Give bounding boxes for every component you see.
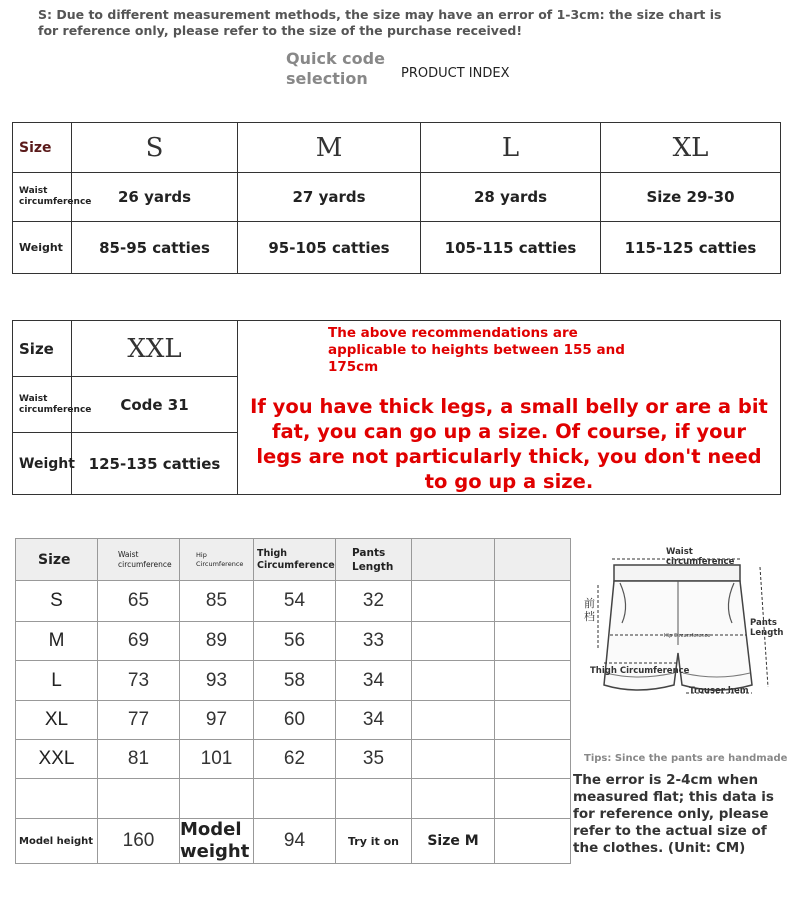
empty-cell <box>254 779 336 819</box>
size-table-1 <box>12 122 781 274</box>
weight-s: 85-95 catties <box>72 222 238 274</box>
row-waist: 65 <box>98 581 180 622</box>
try-on-label: Try it on <box>336 819 412 864</box>
size-up-advice: If you have thick legs, a small belly or are a bit fat, you can go up a size. Of course, if your legs are not particularly thick, you don't need to go up a size. <box>250 395 768 493</box>
height-recommendation: The above recommendations are applicable to heights between 155 and 175cm <box>328 325 625 375</box>
weight-label: Weight <box>13 222 72 274</box>
waist-l: 28 yards <box>421 173 601 222</box>
quick-code-heading: Quick code selection <box>286 49 385 88</box>
waist-s: 26 yards <box>72 173 238 222</box>
header-empty <box>495 539 571 581</box>
measurement-table <box>15 538 571 864</box>
waist-label: Waist circumference <box>13 173 72 222</box>
empty-cell <box>412 622 495 661</box>
row-waist: 77 <box>98 701 180 740</box>
size-table-2 <box>12 320 781 495</box>
row-hip: 97 <box>180 701 254 740</box>
empty-cell <box>495 581 571 622</box>
header-hip: Hip Circumference <box>180 539 254 581</box>
row-length: 35 <box>336 740 412 779</box>
model-weight-label: Model weight <box>180 819 254 864</box>
size-label: Size <box>13 321 72 377</box>
row-thigh: 62 <box>254 740 336 779</box>
row-thigh: 58 <box>254 661 336 701</box>
empty-cell <box>495 622 571 661</box>
row-thigh: 60 <box>254 701 336 740</box>
product-index-heading: PRODUCT INDEX <box>401 66 510 81</box>
weight-label: Weight <box>13 433 72 495</box>
empty-cell <box>412 740 495 779</box>
diagram-thigh-label: Thigh Circumference <box>590 666 690 676</box>
shorts-diagram <box>582 545 782 745</box>
tips-note: Tips: Since the pants are handmade <box>584 753 788 764</box>
empty-cell <box>412 779 495 819</box>
empty-cell <box>98 779 180 819</box>
waist-xxl: Code 31 <box>72 377 238 433</box>
diagram-length-label: Pants Length <box>750 618 784 638</box>
row-thigh: 54 <box>254 581 336 622</box>
size-m: M <box>238 123 421 173</box>
diagram-hip-label: Hip Circumference <box>664 633 711 639</box>
row-length: 34 <box>336 661 412 701</box>
size-l: L <box>421 123 601 173</box>
recommendation-cell <box>238 321 781 495</box>
size-label: Size <box>13 123 72 173</box>
header-waist: Waist circumference <box>98 539 180 581</box>
row-waist: 81 <box>98 740 180 779</box>
row-hip: 93 <box>180 661 254 701</box>
empty-cell <box>336 779 412 819</box>
row-size: XL <box>16 701 98 740</box>
empty-cell <box>495 740 571 779</box>
diagram-hem-label: Trouser hem <box>689 686 749 696</box>
empty-cell <box>412 701 495 740</box>
empty-cell <box>495 701 571 740</box>
empty-cell <box>412 581 495 622</box>
row-size: S <box>16 581 98 622</box>
empty-cell <box>495 779 571 819</box>
waist-label: Waist circumference <box>13 377 72 433</box>
header-empty <box>412 539 495 581</box>
waist-xl: Size 29-30 <box>601 173 781 222</box>
waist-m: 27 yards <box>238 173 421 222</box>
empty-cell <box>495 819 571 864</box>
weight-xl: 115-125 catties <box>601 222 781 274</box>
empty-cell <box>495 661 571 701</box>
empty-cell <box>180 779 254 819</box>
row-thigh: 56 <box>254 622 336 661</box>
empty-cell <box>412 661 495 701</box>
header-size: Size <box>16 539 98 581</box>
row-size: L <box>16 661 98 701</box>
size-s: S <box>72 123 238 173</box>
model-height-label: Model height <box>16 819 98 864</box>
diagram-front-rise-label: 前档 <box>584 597 595 623</box>
row-size: M <box>16 622 98 661</box>
weight-xxl: 125-135 catties <box>72 433 238 495</box>
row-size: XXL <box>16 740 98 779</box>
row-hip: 101 <box>180 740 254 779</box>
row-length: 33 <box>336 622 412 661</box>
weight-m: 95-105 catties <box>238 222 421 274</box>
model-weight-value: 94 <box>254 819 336 864</box>
row-hip: 89 <box>180 622 254 661</box>
error-note: The error is 2-4cm when measured flat; this data is for reference only, please refer to the actual size of the clothes. (Unit: CM) <box>573 772 774 856</box>
header-pants-length: Pants Length <box>336 539 412 581</box>
diagram-waist-label: Waist circumference <box>666 547 735 567</box>
shorts-illustration-icon <box>582 545 782 745</box>
size-xxl: XXL <box>72 321 238 377</box>
empty-cell <box>16 779 98 819</box>
row-length: 34 <box>336 701 412 740</box>
row-length: 32 <box>336 581 412 622</box>
row-hip: 85 <box>180 581 254 622</box>
row-waist: 69 <box>98 622 180 661</box>
measurement-note: S: Due to different measurement methods, the size may have an error of 1-3cm: the size chart is for reference only, please refer to the size of the purchase received! <box>38 7 722 38</box>
model-height-value: 160 <box>98 819 180 864</box>
try-on-size: Size M <box>412 819 495 864</box>
weight-l: 105-115 catties <box>421 222 601 274</box>
row-waist: 73 <box>98 661 180 701</box>
header-thigh: Thigh Circumference <box>254 539 336 581</box>
size-xl: XL <box>601 123 781 173</box>
